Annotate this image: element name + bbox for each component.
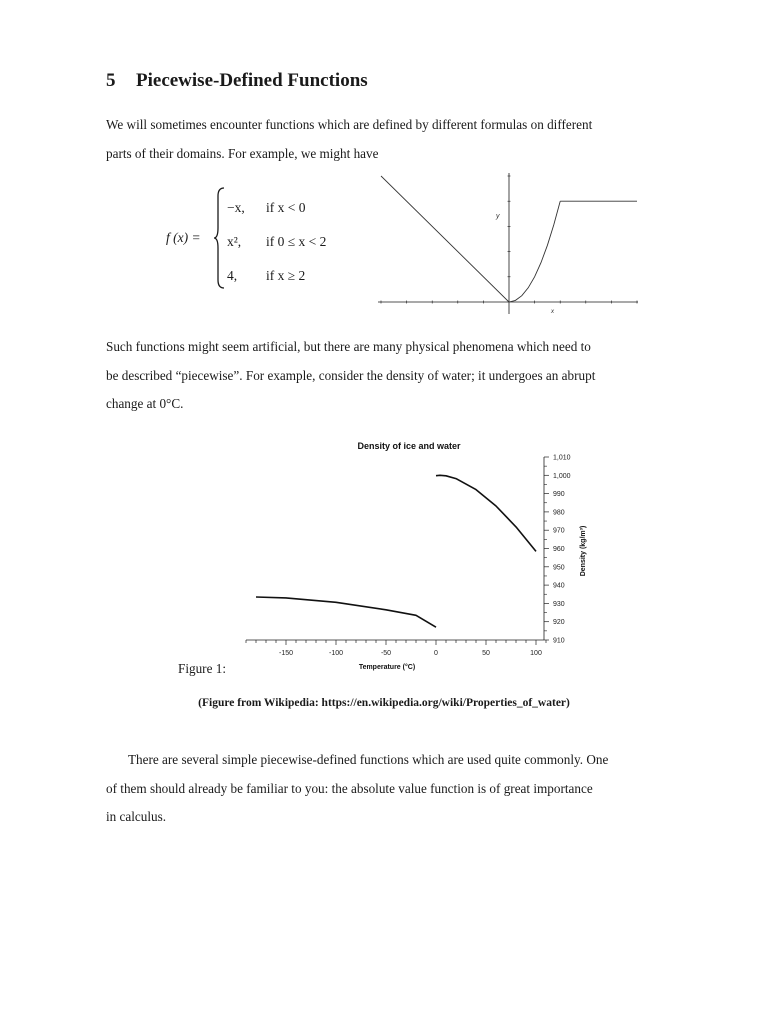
case-2-expr: x²,: [227, 234, 242, 249]
chart-title: Density of ice and water: [357, 441, 461, 451]
para2-line-1: Such functions might seem artificial, but there are many physical phenomena which need to: [106, 339, 591, 354]
piece-1-line: [381, 176, 509, 302]
piecewise-plot: [376, 170, 642, 318]
left-brace: [213, 186, 227, 290]
para3-line-1: There are several simple piecewise-defined functions which are used quite commonly. One: [128, 752, 609, 767]
para2-line-3: change at 0°C.: [106, 396, 184, 411]
x-tick-label: -50: [380, 650, 392, 657]
y-tick-label: 1,010: [553, 454, 571, 462]
y-ticks: [544, 455, 571, 645]
section-title: Piecewise-Defined Functions: [136, 70, 368, 91]
chart-y-label: Density (kg/m³): [580, 525, 587, 577]
figure-source: (Figure from Wikipedia: https://en.wikipedia.org/wiki/Properties_of_water): [198, 697, 570, 709]
para3-line-2: of them should already be familiar to you: the absolute value function is of great importance: [106, 781, 593, 796]
x-axis-label: x: [551, 309, 554, 315]
y-tick-label: 960: [553, 546, 565, 553]
intro-line-2: parts of their domains. For example, we might have: [106, 146, 379, 161]
x-tick-label: 100: [530, 650, 542, 657]
piece-2-line: [509, 201, 560, 302]
case-2-cond: if 0 ≤ x < 2: [266, 234, 327, 249]
y-tick-label: 970: [553, 527, 565, 535]
x-tick-label: -150: [278, 650, 294, 657]
intro-line-1: We will sometimes encounter functions which are defined by different formulas on different: [106, 117, 593, 132]
para3-line-3: in calculus.: [106, 809, 167, 824]
y-tick-label: 920: [553, 619, 565, 627]
figure-label: Figure 1:: [178, 661, 226, 676]
density-chart: [244, 435, 610, 675]
x-ticks: [246, 640, 546, 657]
case-1-cond: if x < 0: [266, 200, 306, 215]
x-tick-label: 0: [434, 650, 438, 657]
para2-line-2: be described “piecewise”. For example, consider the density of water; it undergoes an abrupt: [106, 368, 596, 383]
y-tick-label: 990: [553, 491, 565, 499]
section-heading: [106, 70, 368, 92]
y-tick-label: 930: [553, 600, 565, 608]
chart-x-label: Temperature (°C): [358, 664, 416, 671]
x-tick-label: 50: [482, 650, 490, 657]
case-3-expr: 4,: [227, 268, 238, 283]
piecewise-definition: [160, 180, 360, 295]
y-tick-label: 1,000: [553, 472, 571, 480]
y-tick-label: 950: [553, 564, 565, 572]
y-tick-label: 910: [553, 637, 565, 645]
case-3-cond: if x ≥ 2: [266, 268, 306, 283]
x-tick-label: -100: [328, 650, 344, 657]
water-density-line: [436, 475, 536, 551]
density-series: [256, 475, 536, 627]
section-number: 5: [106, 70, 116, 91]
y-tick-label: 980: [553, 509, 565, 517]
function-lhs: f (x) =: [166, 230, 201, 245]
ice-density-line: [256, 597, 436, 627]
case-1-expr: −x,: [227, 200, 245, 215]
y-axis-label: y: [496, 213, 500, 220]
y-tick-label: 940: [553, 582, 565, 590]
